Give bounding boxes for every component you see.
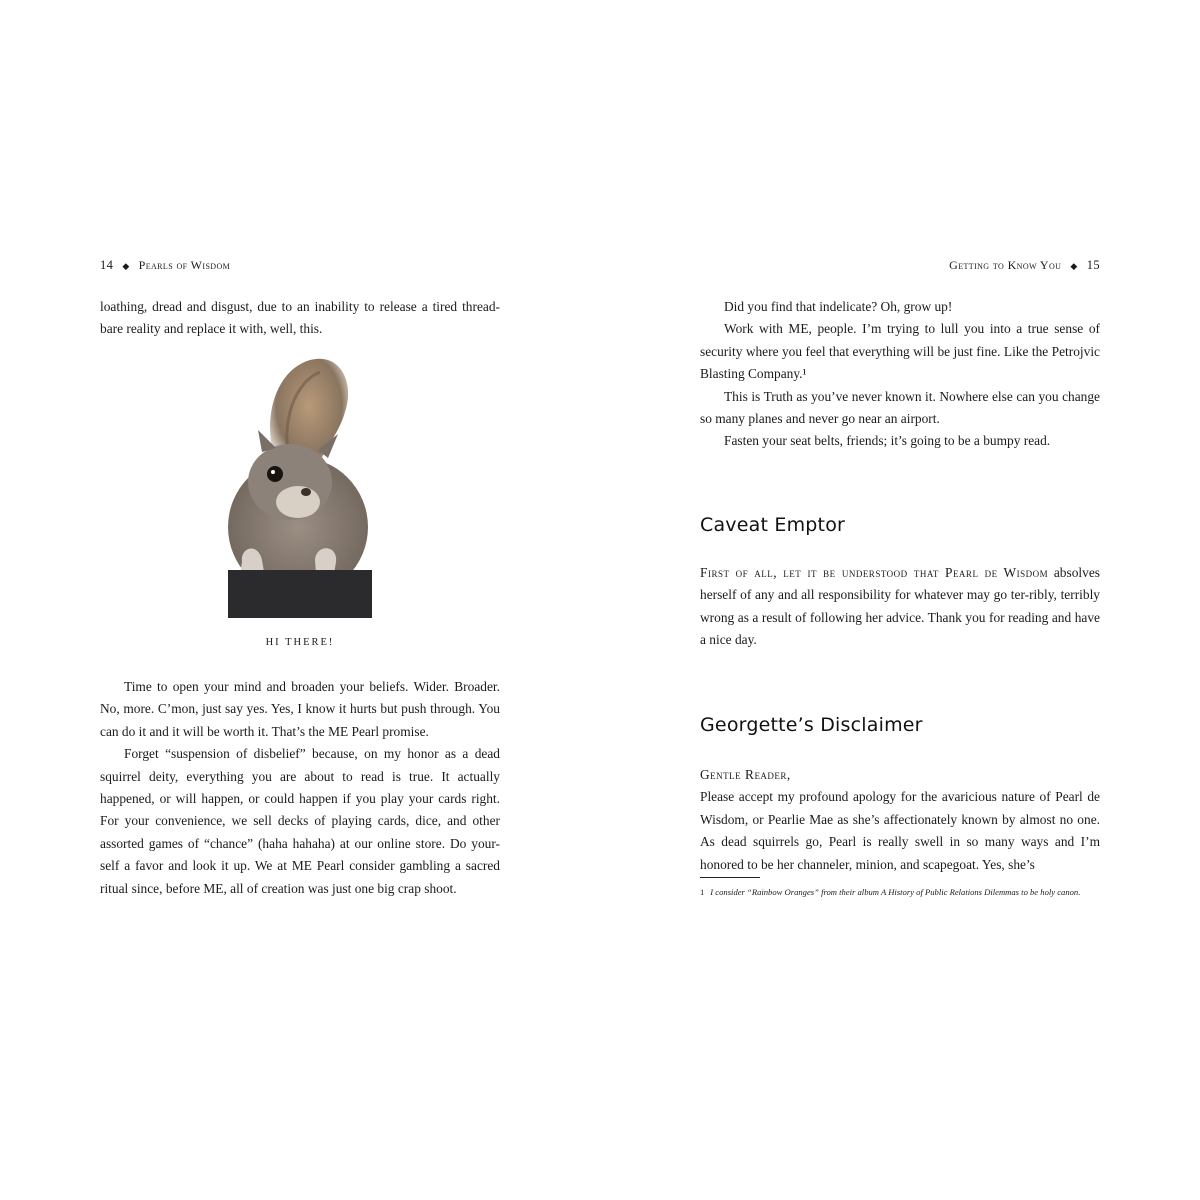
diamond-separator-icon: ◆ <box>122 261 130 271</box>
page-number-left: 14 <box>100 258 114 272</box>
salutation-text: Gentle Reader, <box>700 767 791 782</box>
caveat-paragraph <box>700 562 1100 652</box>
left-paragraph-1: Time to open your mind and broaden your beliefs. Wider. Broader. No, more. C’mon, just say yes. Yes, I know it hurts but push through. You can do it and it will be worth it. That’s the ME Pearl promise. <box>100 679 500 739</box>
left-page <box>100 0 500 1200</box>
page-number-right: 15 <box>1086 258 1100 272</box>
right-page <box>700 0 1100 1200</box>
georgettes-disclaimer-heading: Georgette’s Disclaimer <box>700 714 923 736</box>
right-opening-text <box>700 296 1100 453</box>
right-paragraph-1: Did you find that indelicate? Oh, grow up! <box>724 299 953 314</box>
disclaimer-paragraph: Please accept my profound apology for the avaricious nature of Pearl de Wisdom, or Pearlie Mae as she’s affectionately known by almost no one. As dead squirrels go, Pearl is really swell in so many ways and I’m honored to be her channeler, minion, and scapegoat. Yes, she’s <box>700 789 1100 872</box>
squirrel-photo <box>220 352 380 618</box>
section-heading-disclaimer <box>700 714 1100 736</box>
right-paragraph-2: Work with ME, people. I’m trying to lull you into a true sense of security where you feel that everything will be just fine. Like the Petrojvic Blasting Company.¹ <box>700 321 1100 382</box>
right-paragraph-3: This is Truth as you’ve never known it. Nowhere else can you change so many planes and never go near an airport. <box>700 388 1100 427</box>
figure-caption: HI THERE! <box>265 637 335 648</box>
footnote-number: 1 <box>700 887 705 897</box>
diamond-separator-icon: ◆ <box>1070 261 1078 271</box>
caveat-lead-in: First of all, let it be understood that Pearl de Wisdom <box>700 565 1049 580</box>
left-body-text <box>100 676 500 900</box>
left-paragraph-2: Forget “suspension of disbelief” because, on my honor as a dead squirrel deity, everything you are about to read is true. It actually happened, or will happen, or could happen if you play your cards right. For your convenience, we sell decks of playing cards, dice, and other assorted games of “chance” (haha hahaha) at our online store. Do your-self a favor and look it up. We at ME Pearl consider gambling a sacred ritual since, before ME, all of creation was just one big crap shoot. <box>100 746 500 896</box>
left-running-head <box>100 258 500 276</box>
continuation-text <box>100 296 500 341</box>
caveat-body: absolves herself of any and all responsibility for whatever may go ter-ribly, terribly wrong as a result of following her advice. Thank you for reading and have a nice day. <box>700 565 1100 648</box>
caveat-emptor-heading: Caveat Emptor <box>700 514 846 536</box>
right-paragraph-4: Fasten your seat belts, friends; it’s going to be a bumpy read. <box>724 433 1051 449</box>
continuation-paragraph: loathing, dread and disgust, due to an inability to release a tired thread-bare reality and replace it with, well, this. <box>100 299 500 337</box>
running-head-title-right: Getting to Know You <box>949 258 1062 272</box>
caveat-emptor-text <box>700 562 1100 652</box>
section-heading-caveat <box>700 514 1100 536</box>
footnote-rule <box>700 877 760 878</box>
right-running-head <box>700 258 1100 276</box>
footnote-text: I consider “Rainbow Oranges” from their album A History of Public Relations Dilemmas to be holy canon. <box>710 887 1081 897</box>
footnote <box>700 884 1100 900</box>
running-head-title-left: Pearls of Wisdom <box>138 258 231 272</box>
disclaimer-text <box>700 764 1100 876</box>
disclaimer-salutation <box>700 764 1100 786</box>
